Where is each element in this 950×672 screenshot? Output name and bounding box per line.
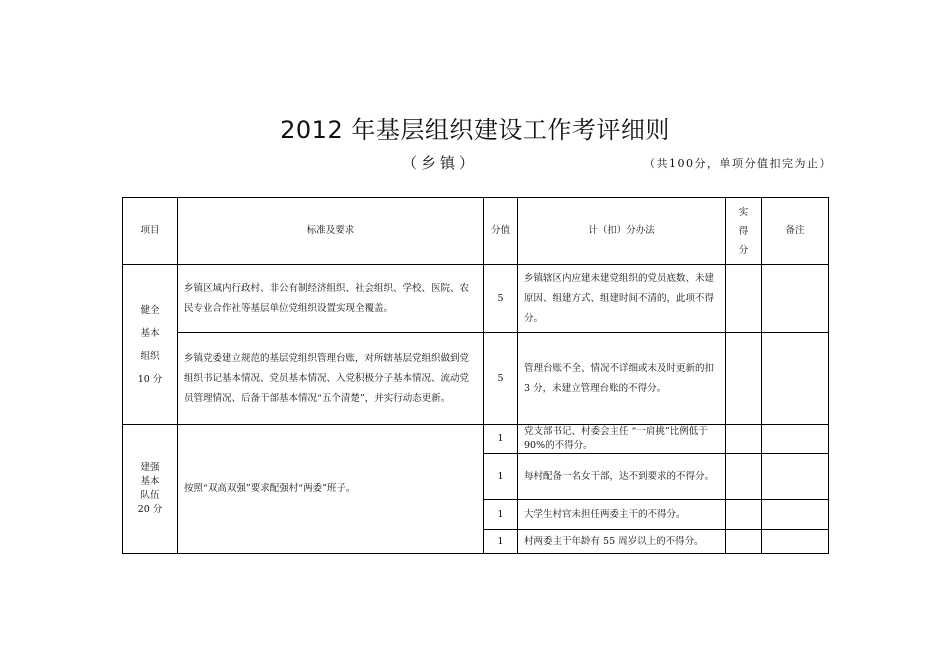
header-remarks: 备注 <box>762 198 829 265</box>
section1-name-2: 基本 <box>140 327 160 339</box>
header-actual-2: 得 <box>738 225 749 237</box>
section1-row2-remarks <box>762 333 829 425</box>
section1-row2-actual <box>726 333 762 425</box>
section2-row2-score: 1 <box>484 454 518 500</box>
header-score: 分值 <box>484 198 518 265</box>
section2-row3-remarks <box>762 500 829 530</box>
section2-row2-method: 每村配备一名女干部，达不到要求的不得分。 <box>518 454 726 500</box>
section2-row1-method: 党支部书记、村委会主任 “一肩挑”比例低于 90%的不得分。 <box>518 425 726 454</box>
section2-name-4: 20 分 <box>137 504 163 515</box>
section2-standard: 按照“双高双强”要求配强村“两委”班子。 <box>178 425 484 554</box>
section1-row1-score: 5 <box>484 265 518 333</box>
section2-name-3: 队伍 <box>140 490 160 501</box>
table-row <box>123 333 829 425</box>
section2-row3-actual <box>726 500 762 530</box>
page-subtitle: （乡镇） <box>402 154 479 172</box>
section2-row4-actual <box>726 530 762 554</box>
section1-row2-score: 5 <box>484 333 518 425</box>
header-method: 计（扣）分办法 <box>518 198 726 265</box>
section2-row1-score: 1 <box>484 425 518 454</box>
section1-row1-remarks <box>762 265 829 333</box>
section1-item <box>123 265 178 425</box>
section1-row1-method: 乡镇辖区内应建未建党组织的党员底数、未建原因、组建方式、组建时间不清的，此项不得分。 <box>518 265 726 333</box>
section1-name-3: 组织 <box>140 350 160 362</box>
section2-row4-method: 村两委主干年龄有 55 周岁以上的不得分。 <box>518 530 726 554</box>
header-item: 项目 <box>123 198 178 265</box>
table-header-row <box>123 198 829 265</box>
section2-row3-method: 大学生村官未担任两委主干的不得分。 <box>518 500 726 530</box>
score-note: （共100分，单项分值扣完为止） <box>644 157 832 170</box>
section2-row4-score: 1 <box>484 530 518 554</box>
section2-row2-actual <box>726 454 762 500</box>
section1-row2-method: 管理台账不全、情况不详细或未及时更新的扣 3 分，未建立管理台账的不得分。 <box>518 333 726 425</box>
section2-item <box>123 425 178 554</box>
section2-name-1: 建强 <box>140 462 160 473</box>
header-actual-3: 分 <box>738 244 749 256</box>
header-actual-1: 实 <box>738 206 749 218</box>
table-row <box>123 425 829 454</box>
header-standard: 标准及要求 <box>178 198 484 265</box>
section1-name-1: 健全 <box>140 304 160 316</box>
section1-name-4: 10 分 <box>137 373 163 385</box>
section2-row4-remarks <box>762 530 829 554</box>
table-row <box>123 265 829 333</box>
header-actual-score <box>726 198 762 265</box>
section2-row1-actual <box>726 425 762 454</box>
section1-row1-actual <box>726 265 762 333</box>
section1-row2-standard: 乡镇党委建立规范的基层党组织管理台账，对所辖基层党组织做到党组织书记基本情况、党员基本情况、入党积极分子基本情况、流动党员管理情况、后备干部基本情况“五个清楚”，并实行动态更新。 <box>178 333 484 425</box>
section2-row3-score: 1 <box>484 500 518 530</box>
section1-row1-standard: 乡镇区域内行政村、非公有制经济组织、社会组织、学校、医院、农民专业合作社等基层单位党组织设置实现全覆盖。 <box>178 265 484 333</box>
page-title: 2012 年基层组织建设工作考评细则 <box>280 116 670 144</box>
section2-name-2: 基本 <box>140 476 160 487</box>
section2-row2-remarks <box>762 454 829 500</box>
section2-row1-remarks <box>762 425 829 454</box>
evaluation-table <box>122 197 829 554</box>
